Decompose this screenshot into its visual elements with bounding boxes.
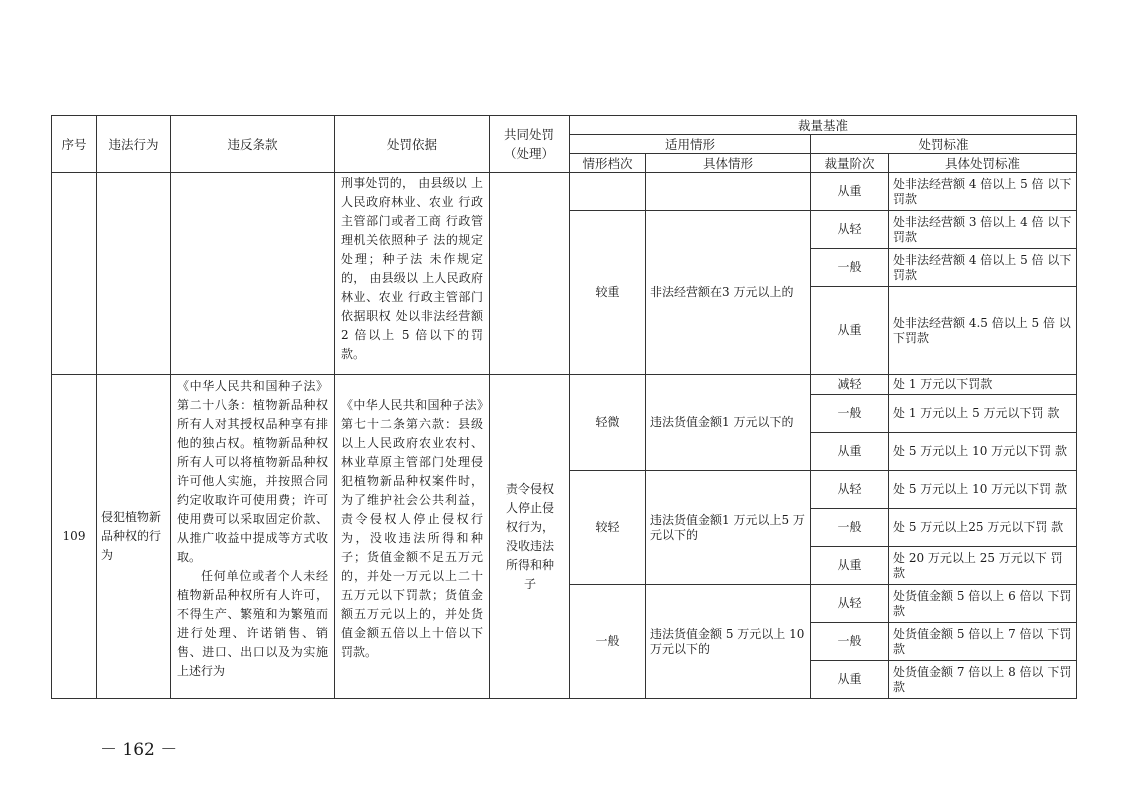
group-2-level: 较轻 — [595, 520, 620, 534]
header-level: 情形档次 — [582, 155, 633, 171]
header-applicable: 适用情形 — [664, 136, 715, 152]
group-3-row-3-penalty: 处货值金额 7 倍以上 8 倍以 下罚款 — [893, 664, 1072, 694]
prev-row-2-stage: 一般 — [837, 260, 862, 274]
prev-top-stage: 从重 — [837, 184, 862, 198]
group-3-row-1-stage: 从轻 — [837, 596, 862, 610]
prev-basis-text: 刑事处罚的， 由县级以 上人民政府林业、农业 行政主管部门或者工商 行政管理机关依照种子 法的规定处理；种子法 未作规定的， 由县级以 上人民政府林业、农业 行政主管部门依据职权 处以非法经营额 2 倍以上 5 倍以下的罚款。 — [341, 176, 483, 361]
group-1-row-3-penalty: 处 5 万元以上 10 万元以下罚 款 — [893, 444, 1067, 458]
group-1-row-3-stage: 从重 — [837, 444, 862, 458]
header-discretion: 裁量基准 — [797, 117, 848, 133]
header-common: 共同处罚（处理） — [503, 127, 554, 161]
group-1-row-2-penalty: 处 1 万元以上 5 万元以下罚 款 — [893, 406, 1060, 420]
prev-detail: 非法经营额在3 万元以上的 — [650, 285, 794, 299]
group-1-row-1-penalty: 处 1 万元以下罚款 — [893, 377, 993, 391]
prev-row-3-stage: 从重 — [837, 323, 862, 337]
prev-top-penalty: 处非法经营额 4 倍以上 5 倍 以下罚款 — [893, 176, 1072, 206]
header-clause: 违反条款 — [227, 136, 278, 152]
group-2-detail: 违法货值金额1 万元以上5 万元以下的 — [650, 512, 805, 542]
group-1-level: 轻微 — [595, 415, 620, 429]
prev-row-1-penalty: 处非法经营额 3 倍以上 4 倍 以下罚款 — [893, 214, 1072, 244]
row-109-clause-p2: 任何单位或者个人未经植物新品种权所有人许可，不得生产、繁殖和为繁殖而进行处理、许诺销售、销售、进口、出口以及为实施上述行为 — [177, 569, 328, 678]
header-seq: 序号 — [61, 136, 87, 152]
page-number: － 162 － — [100, 740, 178, 760]
prev-row-2-penalty: 处非法经营额 4 倍以上 5 倍 以下罚款 — [893, 252, 1072, 282]
row-109-common: 责令侵权人停止侵权行为，没收违法所得和种子 — [505, 481, 554, 591]
group-3-detail: 违法货值金额 5 万元以上 10 万元以下的 — [650, 626, 805, 656]
group-2-row-3-penalty: 处 20 万元以上 25 万元以下 罚款 — [893, 550, 1063, 580]
group-1-detail: 违法货值金额1 万元以下的 — [650, 415, 794, 429]
group-2-row-1-penalty: 处 5 万元以上 10 万元以下罚 款 — [893, 482, 1067, 496]
group-1-row-2-stage: 一般 — [837, 406, 862, 420]
header-standard: 处罚标准 — [918, 136, 969, 152]
group-1-row-1-stage: 减轻 — [837, 377, 862, 391]
header-detail: 具体情形 — [702, 155, 753, 171]
prev-row-1-stage: 从轻 — [837, 222, 862, 236]
header-stage: 裁量阶次 — [824, 155, 875, 171]
row-109-clause-p1: 《中华人民共和国种子法》第二十八条：植物新品种权所有人对其授权品种享有排他的独占权。植物新品种权所有人可以将植物新品种权许可他人实施，并按照合同约定收取许可使用费；许可使用费可以采取固定价款、从推广收益中提成等方式收取。 — [177, 379, 328, 564]
group-3-row-1-penalty: 处货值金额 5 倍以上 6 倍以 下罚款 — [893, 588, 1072, 618]
group-3-row-3-stage: 从重 — [837, 672, 862, 686]
row-109-act: 侵犯植物新品种权的行为 — [101, 510, 162, 562]
header-act: 违法行为 — [108, 136, 159, 152]
group-2-row-2-stage: 一般 — [837, 520, 862, 534]
prev-row-3-penalty: 处非法经营额 4.5 倍以上 5 倍 以下罚款 — [893, 315, 1071, 345]
group-3-row-2-stage: 一般 — [837, 634, 862, 648]
group-3-level: 一般 — [595, 634, 620, 648]
group-2-row-1-stage: 从轻 — [837, 482, 862, 496]
group-3-row-2-penalty: 处货值金额 5 倍以上 7 倍以 下罚款 — [893, 626, 1072, 656]
header-penalty: 具体处罚标准 — [944, 155, 1020, 171]
group-2-row-3-stage: 从重 — [837, 558, 862, 572]
header-basis: 处罚依据 — [386, 136, 437, 152]
group-2-row-2-penalty: 处 5 万元以上25 万元以下罚 款 — [893, 520, 1064, 534]
row-109-basis: 《中华人民共和国种子法》第七十二条第六款：县级以上人民政府农业农村、林业草原主管部门处理侵犯植物新品种权案件时，为了维护社会公共利益，责令侵权人停止侵权行为，没收违法所得和种子；货值金额不足五万元的，并处一万元以上二十五万元以下罚款；货值金额五万元以上的，并处货值金额五倍以上十倍以下罚款。 — [341, 398, 483, 659]
row-109-seq: 109 — [62, 529, 86, 543]
row-109-clause — [173, 377, 332, 698]
prev-level: 较重 — [595, 285, 620, 299]
